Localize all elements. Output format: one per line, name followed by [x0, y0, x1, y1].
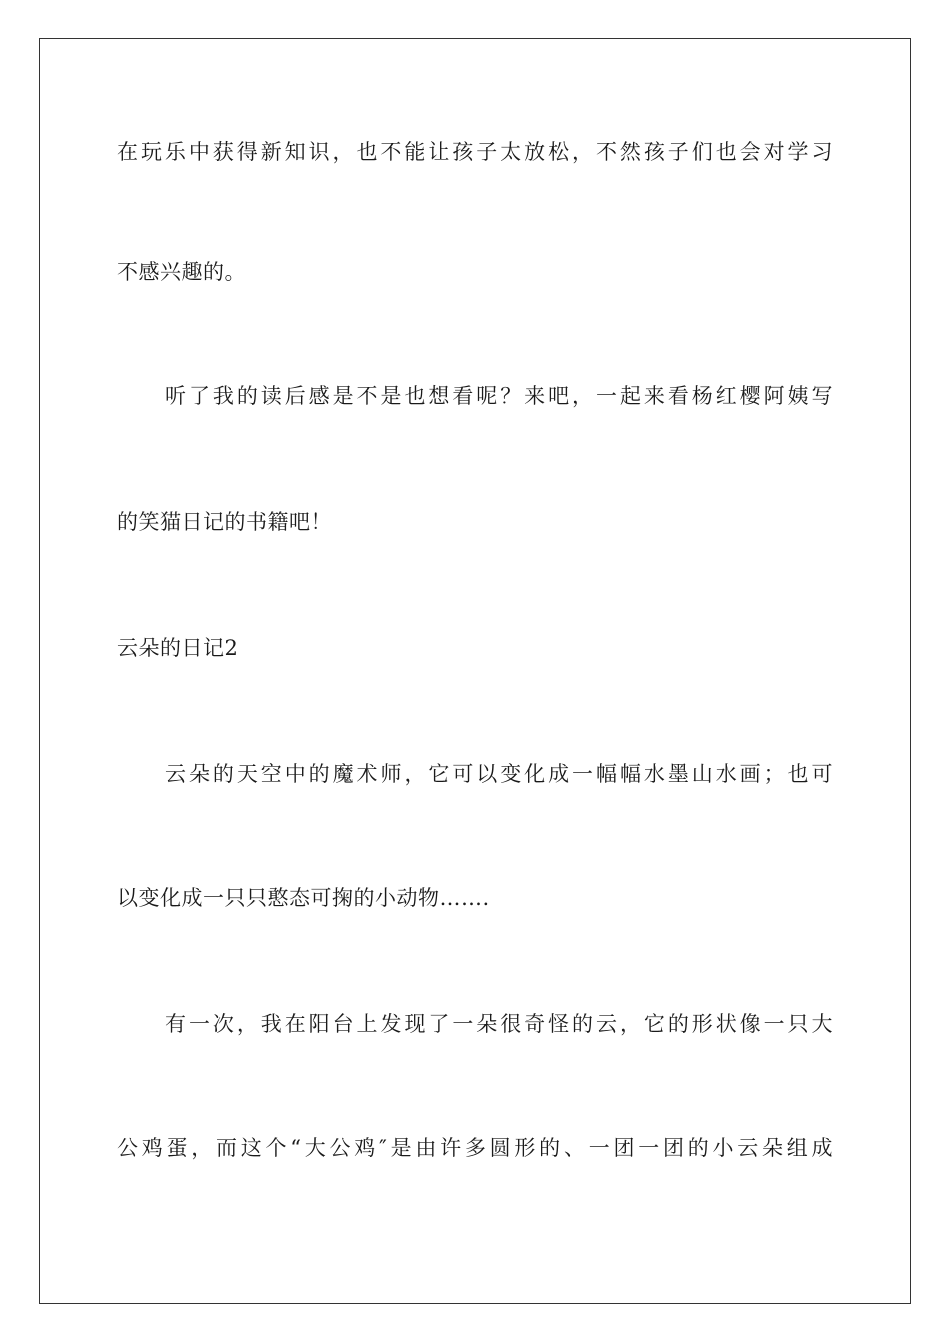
paragraph-2-line-2: 的笑猫日记的书籍吧！ [117, 510, 332, 534]
paragraph-1-line-1: 在玩乐中获得新知识，也不能让孩子太放松，不然孩子们也会对学习 [117, 140, 833, 164]
paragraph-3-line-1: 云朵的天空中的魔术师，它可以变化成一幅幅水墨山水画；也可 [165, 762, 833, 786]
page-border [39, 38, 911, 1304]
paragraph-2-line-1: 听了我的读后感是不是也想看呢？来吧，一起来看杨红樱阿姨写 [165, 384, 833, 408]
section-heading: 云朵的日记2 [117, 636, 239, 660]
paragraph-3-line-2: 以变化成一只只憨态可掬的小动物……. [117, 886, 490, 910]
paragraph-4-line-2: 公鸡蛋，而这个“大公鸡″是由许多圆形的、一团一团的小云朵组成 [117, 1136, 833, 1160]
paragraph-4-line-1: 有一次，我在阳台上发现了一朵很奇怪的云，它的形状像一只大 [165, 1012, 833, 1036]
paragraph-1-line-2: 不感兴趣的。 [117, 260, 246, 284]
